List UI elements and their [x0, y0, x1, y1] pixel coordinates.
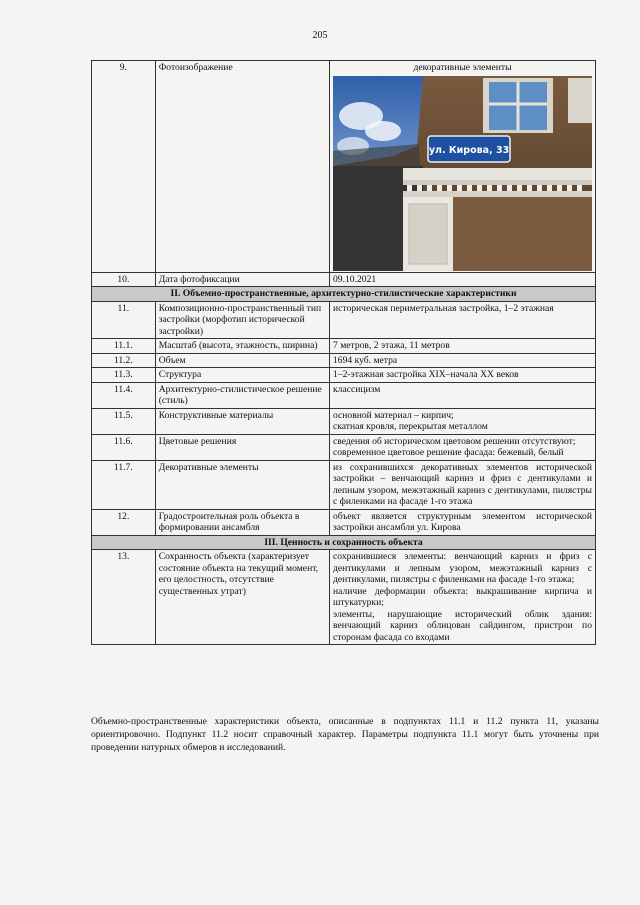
row-value: историческая периметральная застройка, 1–2 этажная — [330, 301, 596, 339]
row-label: Масштаб (высота, этажность, ширина) — [155, 339, 329, 354]
row-label: Архитектурно-стилистическое решение (стиль) — [155, 382, 329, 408]
table-row — [92, 382, 596, 408]
row-value: 7 метров, 2 этажа, 11 метров — [330, 339, 596, 354]
row-label: Градостроительная роль объекта в формировании ансамбля — [155, 509, 329, 535]
row-value: из сохранившихся декоративных элементов исторической застройки – венчающий карниз и фриз с дентикулами и лепным узором, межэтажный карниз с дентикулами, пилястры с филенками на фасаде 1-го этажа — [330, 460, 596, 509]
row-number: 11. — [92, 301, 156, 339]
photo-cell — [330, 61, 596, 273]
section-title: III. Ценность и сохранность объекта — [92, 535, 596, 550]
table-row — [92, 301, 596, 339]
row-label: Фотоизображение — [155, 61, 329, 273]
row-value: объект является структурным элементом исторической застройки ансамбля ул. Кирова — [330, 509, 596, 535]
table-row — [92, 509, 596, 535]
section-header — [92, 535, 596, 550]
characteristics-table — [91, 60, 596, 645]
table-row — [92, 353, 596, 368]
value-line: современное цветовое решение фасада: бежевый, белый — [333, 447, 564, 458]
table-row — [92, 460, 596, 509]
value-line: сохранившиеся элементы: венчающий карниз и фриз с дентикулами и лепным узором, межэтажный карниз с дентикулами, пилястры с филенками на фасаде 1-го этажа; — [333, 551, 592, 585]
row-value: 1694 куб. метра — [330, 353, 596, 368]
row-value — [330, 408, 596, 434]
row-value: классицизм — [330, 382, 596, 408]
row-value — [330, 434, 596, 460]
table-row — [92, 368, 596, 383]
section-header — [92, 287, 596, 302]
row-label: Объем — [155, 353, 329, 368]
table-row — [92, 339, 596, 354]
row-number: 12. — [92, 509, 156, 535]
row-number: 11.6. — [92, 434, 156, 460]
row-value: 09.10.2021 — [330, 272, 596, 287]
row-value — [330, 550, 596, 645]
row-number: 9. — [92, 61, 156, 273]
row-label: Цветовые решения — [155, 434, 329, 460]
row-number: 11.5. — [92, 408, 156, 434]
page-number: 205 — [312, 30, 328, 41]
row-number: 11.4. — [92, 382, 156, 408]
row-number: 10. — [92, 272, 156, 287]
street-sign-text: ул. Кирова, 33 — [428, 144, 510, 156]
table-row — [92, 550, 596, 645]
building-photo — [333, 76, 592, 271]
value-line: наличие деформации объекта: выкрашивание кирпича и штукатурки; — [333, 585, 592, 608]
table-row — [92, 272, 596, 287]
row-label: Конструктивные материалы — [155, 408, 329, 434]
value-line: сведения об историческом цветовом решении отсутствуют; — [333, 435, 576, 447]
row-number: 13. — [92, 550, 156, 645]
row-number: 11.1. — [92, 339, 156, 354]
row-value: 1–2-этажная застройка XIX–начала XX веков — [330, 368, 596, 383]
row-number: 11.3. — [92, 368, 156, 383]
row-label: Сохранность объекта (характеризует состояние объекта на текущий момент, его целостность, отсутствие существенных утрат) — [155, 550, 329, 645]
photo-caption: декоративные элементы — [413, 62, 512, 73]
row-label: Структура — [155, 368, 329, 383]
table-row — [92, 61, 596, 273]
row-number: 11.7. — [92, 460, 156, 509]
value-line: элементы, нарушающие исторический облик здания: венчающий карниз облицован сайдингом, пристрои по сторонам фасада со входами — [333, 608, 592, 643]
row-number: 11.2. — [92, 353, 156, 368]
row-label: Композиционно-пространственный тип застройки (морфотип исторической застройки) — [155, 301, 329, 339]
value-line: скатная кровля, перекрытая металлом — [333, 421, 488, 432]
row-label: Дата фотофиксации — [155, 272, 329, 287]
table-row — [92, 408, 596, 434]
row-label: Декоративные элементы — [155, 460, 329, 509]
value-line: основной материал – кирпич; — [333, 409, 454, 421]
table-row — [92, 434, 596, 460]
section-title: II. Объемно-пространственные, архитектурно-стилистические характеристики — [92, 287, 596, 302]
footnote-paragraph: Объемно-пространственные характеристики объекта, описанные в подпунктах 11.1 и 11.2 пункта 11, указаны ориентировочно. Подпункт 11.2 носит справочный характер. Параметры подпункта 11.1 могут быть уточнены при проведении натурных обмеров и исследований. — [91, 716, 599, 753]
